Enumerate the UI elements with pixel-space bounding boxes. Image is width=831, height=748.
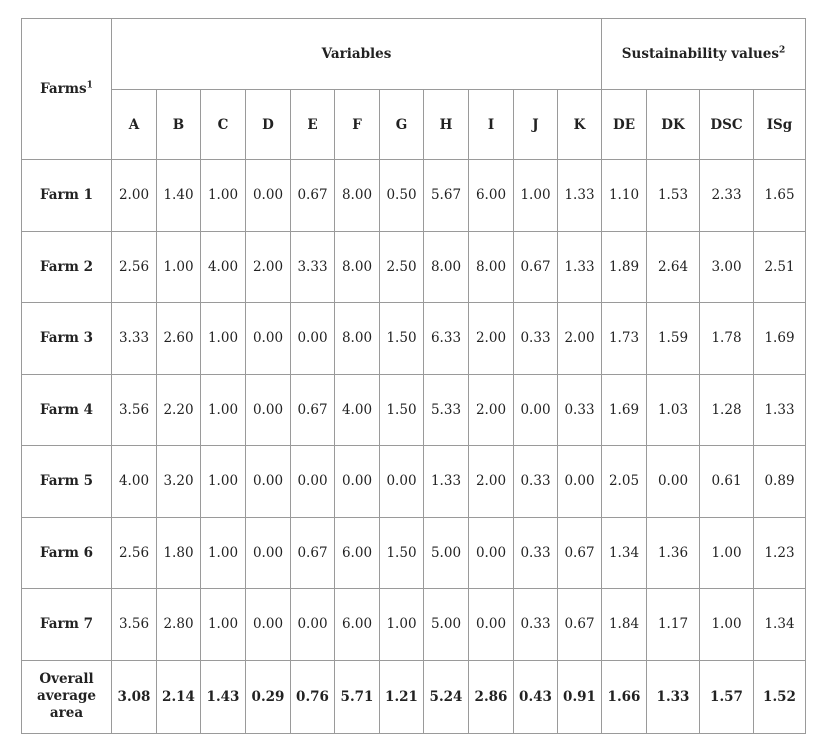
table-cell: 0.00	[469, 517, 514, 589]
table-cell: 1.34	[602, 517, 647, 589]
table-cell: 1.73	[602, 303, 647, 375]
table-cell: 5.67	[424, 160, 469, 232]
table-cell: 1.57	[700, 660, 754, 733]
table-cell: 1.50	[380, 303, 424, 375]
table-cell: 0.00	[246, 589, 291, 661]
table-cell: 0.29	[246, 660, 291, 733]
table-cell: 0.00	[246, 303, 291, 375]
row-label: Farm 2	[22, 231, 112, 303]
column-header: K	[558, 90, 602, 160]
table-cell: 2.50	[380, 231, 424, 303]
table-cell: 0.00	[335, 446, 380, 518]
column-header: D	[246, 90, 291, 160]
table-cell: 0.00	[514, 374, 558, 446]
table-cell: 1.33	[558, 231, 602, 303]
table-cell: 1.10	[602, 160, 647, 232]
table-cell: 0.67	[291, 374, 335, 446]
table-cell: 1.65	[754, 160, 806, 232]
column-header: B	[157, 90, 201, 160]
table-cell: 1.33	[558, 160, 602, 232]
table-cell: 2.20	[157, 374, 201, 446]
table-row	[22, 231, 806, 303]
table-cell: 0.89	[754, 446, 806, 518]
table-cell: 0.00	[246, 446, 291, 518]
table-cell: 0.33	[514, 303, 558, 375]
table-cell: 1.00	[380, 589, 424, 661]
table-cell: 0.67	[558, 589, 602, 661]
row-label: Farm 7	[22, 589, 112, 661]
table-cell: 1.03	[647, 374, 700, 446]
table-container	[21, 18, 806, 734]
table-cell: 1.00	[201, 446, 246, 518]
table-cell: 6.00	[335, 589, 380, 661]
table-cell: 5.24	[424, 660, 469, 733]
column-header: DSC	[700, 90, 754, 160]
table-cell: 2.05	[602, 446, 647, 518]
table-cell: 8.00	[335, 231, 380, 303]
average-row	[22, 660, 806, 733]
table-row	[22, 374, 806, 446]
table-cell: 2.00	[112, 160, 157, 232]
column-header: DE	[602, 90, 647, 160]
table-cell: 8.00	[469, 231, 514, 303]
variables-header: Variables	[112, 19, 602, 90]
table-cell: 5.00	[424, 517, 469, 589]
table-cell: 5.71	[335, 660, 380, 733]
table-cell: 2.00	[469, 446, 514, 518]
table-cell: 3.33	[112, 303, 157, 375]
row-label: Farm 3	[22, 303, 112, 375]
table-cell: 0.67	[291, 160, 335, 232]
table-cell: 4.00	[201, 231, 246, 303]
table-cell: 1.00	[700, 517, 754, 589]
table-cell: 1.28	[700, 374, 754, 446]
table-cell: 1.43	[201, 660, 246, 733]
table-row	[22, 303, 806, 375]
sustainability-table	[21, 18, 806, 734]
table-cell: 0.33	[558, 374, 602, 446]
table-cell: 1.66	[602, 660, 647, 733]
average-label: Overall average area	[22, 660, 112, 733]
table-cell: 2.64	[647, 231, 700, 303]
farms-header: Farms$^1$	[22, 19, 112, 160]
table-cell: 1.23	[754, 517, 806, 589]
table-cell: 2.14	[157, 660, 201, 733]
table-cell: 0.33	[514, 589, 558, 661]
table-cell: 0.67	[291, 517, 335, 589]
table-cell: 2.80	[157, 589, 201, 661]
table-cell: 8.00	[335, 160, 380, 232]
row-label: Farm 5	[22, 446, 112, 518]
table-cell: 3.00	[700, 231, 754, 303]
table-cell: 1.00	[700, 589, 754, 661]
table-cell: 5.00	[424, 589, 469, 661]
table-cell: 0.00	[246, 517, 291, 589]
table-cell: 1.78	[700, 303, 754, 375]
table-cell: 0.00	[246, 160, 291, 232]
table-cell: 1.21	[380, 660, 424, 733]
row-label: Farm 1	[22, 160, 112, 232]
table-cell: 2.60	[157, 303, 201, 375]
table-cell: 0.43	[514, 660, 558, 733]
column-header: ISg	[754, 90, 806, 160]
column-header: J	[514, 90, 558, 160]
table-cell: 1.00	[157, 231, 201, 303]
table-cell: 1.00	[201, 517, 246, 589]
table-row	[22, 589, 806, 661]
column-header: DK	[647, 90, 700, 160]
table-cell: 0.00	[469, 589, 514, 661]
table-cell: 0.76	[291, 660, 335, 733]
table-cell: 1.00	[201, 303, 246, 375]
table-cell: 3.33	[291, 231, 335, 303]
column-header: C	[201, 90, 246, 160]
column-header: A	[112, 90, 157, 160]
table-cell: 1.50	[380, 374, 424, 446]
table-cell: 6.33	[424, 303, 469, 375]
table-cell: 0.33	[514, 446, 558, 518]
sustainability-header: Sustainability values$^2$	[602, 19, 806, 90]
table-cell: 0.67	[514, 231, 558, 303]
table-cell: 1.33	[754, 374, 806, 446]
table-cell: 0.50	[380, 160, 424, 232]
table-cell: 1.69	[754, 303, 806, 375]
table-cell: 1.80	[157, 517, 201, 589]
table-cell: 6.00	[335, 517, 380, 589]
table-cell: 1.33	[424, 446, 469, 518]
table-cell: 2.56	[112, 517, 157, 589]
table-cell: 0.00	[380, 446, 424, 518]
table-cell: 1.33	[647, 660, 700, 733]
table-cell: 8.00	[424, 231, 469, 303]
table-cell: 2.00	[558, 303, 602, 375]
table-cell: 1.00	[201, 589, 246, 661]
column-header: G	[380, 90, 424, 160]
table-cell: 1.69	[602, 374, 647, 446]
table-cell: 1.00	[201, 374, 246, 446]
table-cell: 3.56	[112, 374, 157, 446]
table-cell: 0.67	[558, 517, 602, 589]
row-label: Farm 4	[22, 374, 112, 446]
row-label: Farm 6	[22, 517, 112, 589]
table-cell: 3.08	[112, 660, 157, 733]
column-header: E	[291, 90, 335, 160]
column-header: I	[469, 90, 514, 160]
table-cell: 1.59	[647, 303, 700, 375]
table-cell: 1.50	[380, 517, 424, 589]
table-row	[22, 160, 806, 232]
table-cell: 0.00	[246, 374, 291, 446]
table-cell: 2.86	[469, 660, 514, 733]
header-row-columns	[22, 90, 806, 160]
table-cell: 5.33	[424, 374, 469, 446]
table-cell: 0.00	[647, 446, 700, 518]
table-cell: 1.00	[201, 160, 246, 232]
table-cell: 2.00	[469, 374, 514, 446]
column-header: H	[424, 90, 469, 160]
table-cell: 0.00	[558, 446, 602, 518]
table-cell: 1.84	[602, 589, 647, 661]
table-cell: 0.61	[700, 446, 754, 518]
table-cell: 1.89	[602, 231, 647, 303]
table-cell: 1.34	[754, 589, 806, 661]
table-cell: 1.17	[647, 589, 700, 661]
table-cell: 1.00	[514, 160, 558, 232]
table-cell: 0.91	[558, 660, 602, 733]
table-cell: 2.51	[754, 231, 806, 303]
table-cell: 1.52	[754, 660, 806, 733]
table-cell: 2.00	[469, 303, 514, 375]
table-cell: 1.53	[647, 160, 700, 232]
column-header: F	[335, 90, 380, 160]
table-cell: 3.20	[157, 446, 201, 518]
table-cell: 8.00	[335, 303, 380, 375]
table-cell: 0.00	[291, 303, 335, 375]
table-cell: 0.00	[291, 446, 335, 518]
table-cell: 4.00	[335, 374, 380, 446]
table-cell: 2.33	[700, 160, 754, 232]
table-cell: 1.36	[647, 517, 700, 589]
table-cell: 4.00	[112, 446, 157, 518]
table-cell: 1.40	[157, 160, 201, 232]
table-cell: 2.56	[112, 231, 157, 303]
table-cell: 0.33	[514, 517, 558, 589]
table-cell: 2.00	[246, 231, 291, 303]
table-row	[22, 446, 806, 518]
table-cell: 0.00	[291, 589, 335, 661]
table-row	[22, 517, 806, 589]
header-row-top	[22, 19, 806, 90]
table-cell: 3.56	[112, 589, 157, 661]
table-cell: 6.00	[469, 160, 514, 232]
